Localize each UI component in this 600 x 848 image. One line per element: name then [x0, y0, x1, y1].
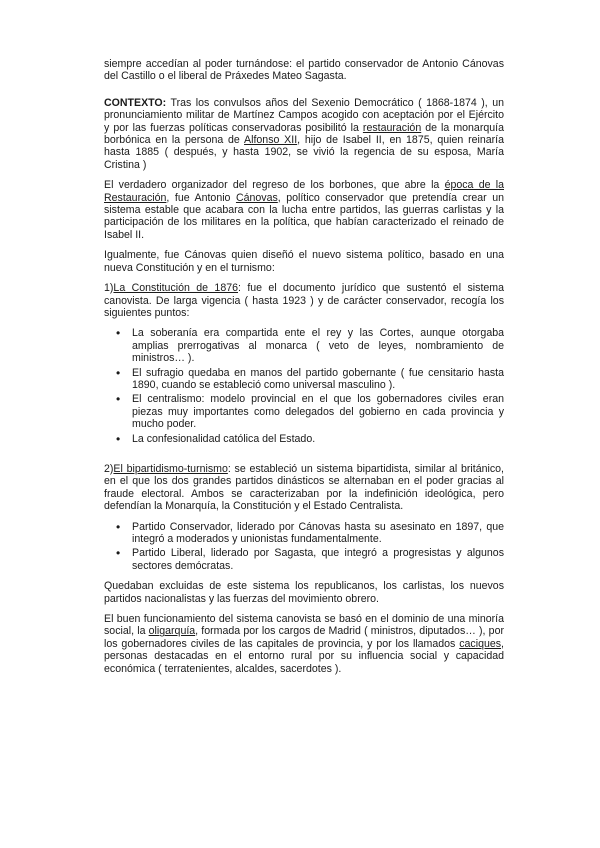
text-span: , formada por los cargos de Madrid ( ministros, diputados… ), por los gobernadores civiles de las capitales de provincia, y por los llamados [104, 625, 504, 650]
list-item: • El centralismo: modelo provincial en el que los gobernadores civiles eran piezas muy importantes como delegados del gobierno en cada provincia y mucho poder. [132, 393, 504, 430]
text-span: , hijo de Isabel II, en 1875, quien reinaría hasta 1885 ( después, y hasta 1902, se vivió la regencia de su esposa, María Cristina ) [104, 134, 504, 171]
text-span: , personas destacadas en el entorno rural por su influencia social y capacidad económica ( terratenientes, alcaldes, sacerdotes ). [104, 637, 504, 675]
link-bipartidismo-turnismo[interactable]: El bipartidismo-turnismo [113, 462, 228, 475]
bullet-list-constitucion [104, 327, 504, 445]
paragraph-constitucion [104, 282, 504, 319]
paragraph-contexto [104, 97, 504, 171]
list-item: • Partido Liberal, liderado por Sagasta, que integró a progresistas y algunos sectores demócratas. [132, 547, 504, 572]
paragraph-bipartidismo [104, 463, 504, 513]
blank-line [104, 453, 504, 463]
text-span: de la monarquía borbónica en la persona de [104, 121, 504, 147]
text-span: , político conservador que pretendía crear un sistema estable que acabara con la lucha entre partidos, las guerras carlistas y la participación de los militares en la política, que habían caracterizado el reinado de Isabel II. [104, 191, 504, 241]
list-item: • La soberanía era compartida ente el rey y las Cortes, aunque otorgaba amplias prerrogativas al monarca ( veto de leyes, nombramiento de ministros… ). [132, 327, 504, 364]
paragraph-igualmente: Igualmente, fue Cánovas quien diseñó el nuevo sistema político, basado en una nueva Constitución y en el turnismo: [104, 249, 504, 274]
text-span: : se estableció un sistema bipartidista, similar al británico, en el que los dos grandes partidos dinásticos se alternaban en el poder gracias al fraude electoral. Ambos se caracterizaban por la indefinición ideológica, pero defendían la Monarquía, la Constitución y el Estado Centralista. [104, 462, 505, 513]
text-span: El buen funcionamiento del sistema canovista se basó en el dominio de una minoría social, la [104, 613, 504, 638]
link-canovas[interactable]: Cánovas [235, 191, 278, 204]
link-restauracion[interactable]: restauración [362, 121, 422, 134]
item-number: 1) [104, 282, 114, 295]
list-item: • El sufragio quedaba en manos del partido gobernante ( fue censitario hasta 1890, cuando se estableció como universal masculino ). [132, 367, 504, 392]
list-item: • La confesionalidad católica del Estado. [132, 433, 504, 445]
text-span: El verdadero organizador del regreso de los borbones, que abre la [104, 179, 445, 192]
text-span: , fue Antonio [166, 191, 236, 204]
link-epoca-restauracion[interactable]: época de la Restauración [104, 179, 504, 204]
text-span: Tras los convulsos años del Sexenio Democrático ( 1868-1874 ), un pronunciamiento militar de Martínez Campos acogido con aceptación por el Ejército y por las fuerzas políticas conservadoras posibilitó la [104, 96, 504, 134]
contexto-label: CONTEXTO: [104, 96, 167, 109]
paragraph-excluidas: Quedaban excluidas de este sistema los republicanos, los carlistas, los nuevos partidos nacionalistas y las fuerzas del movimiento obrero. [104, 580, 504, 605]
list-item: • Partido Conservador, liderado por Cánovas hasta su asesinato en 1897, que integró a moderados y unionistas fundamentalmente. [132, 521, 504, 546]
paragraph-intro: siempre accedían al poder turnándose: el partido conservador de Antonio Cánovas del Castillo o el liberal de Práxedes Mateo Sagasta. [104, 58, 504, 83]
item-number: 2) [104, 462, 114, 475]
link-caciques[interactable]: caciques [459, 637, 502, 650]
paragraph-funcionamiento [104, 613, 504, 675]
link-constitucion-1876[interactable]: La Constitución de 1876 [113, 282, 238, 295]
link-alfonso-xii[interactable]: Alfonso XII [244, 134, 298, 147]
text-span: : fue el documento jurídico que sustentó el sistema canovista. De larga vigencia ( hasta 1923 ) y de carácter conservador, recogía los siguientes puntos: [104, 282, 504, 319]
bullet-list-partidos [104, 521, 504, 573]
paragraph-organizador [104, 179, 504, 241]
link-oligarquia[interactable]: oligarquía [148, 625, 196, 638]
